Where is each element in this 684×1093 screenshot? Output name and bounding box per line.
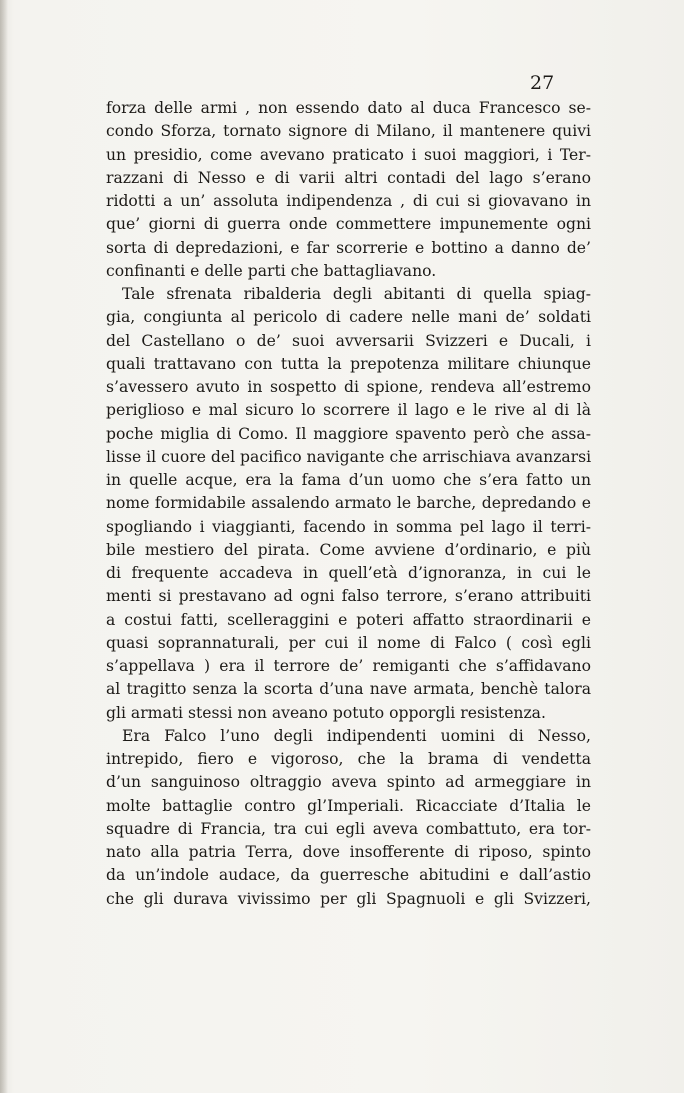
text-line: a costui fatti, scelleraggini e poteri affatto straordinarii e (106, 610, 591, 629)
text-line: confinanti e delle parti che battagliavano. (106, 261, 437, 280)
text-line: bile mestiero del pirata. Come avviene d’ordinario, e più (106, 540, 591, 559)
text-line: squadre di Francia, tra cui egli aveva combattuto, era tor- (106, 819, 591, 838)
text-line: lisse il cuore del pacifico navigante che arrischiava avanzarsi (106, 447, 591, 466)
page-number: 27 (530, 72, 555, 94)
page-binding-shadow (0, 0, 8, 1093)
text-line: da un’indole audace, da guerresche abitudini e dall’astio (106, 866, 591, 885)
text-line: s’appellava ) era il terrore de’ remiganti che s’affidavano (106, 657, 591, 675)
text-line: forza delle armi , non essendo dato al duca Francesco se- (106, 99, 591, 117)
text-line: al tragitto senza la scorta d’una nave armata, benchè talora (106, 680, 591, 699)
text-line: Era Falco l’uno degli indipendenti uomini di Nesso, (122, 726, 591, 745)
text-line: que’ giorni di guerra onde commettere impunemente ogni (106, 215, 591, 234)
text-line: sorta di depredazioni, e far scorrerie e bottino a danno de’ (106, 238, 591, 257)
text-line: periglioso e mal sicuro lo scorrere il lago e le rive al di là (106, 401, 591, 420)
text-line: poche miglia di Como. Il maggiore spavento però che assa- (106, 424, 591, 443)
text-line: gia, congiunta al pericolo di cadere nelle mani de’ soldati (106, 308, 591, 327)
text-line: di frequente accadeva in quell’età d’ignoranza, in cui le (106, 564, 591, 582)
text-line: spogliando i viaggianti, facendo in somma pel lago il terri- (106, 517, 591, 536)
text-line: che gli durava vivissimo per gli Spagnuoli e gli Svizzeri, (106, 889, 591, 908)
text-line: quali trattavano con tutta la prepotenza militare chiunque (106, 354, 591, 373)
text-line: Tale sfrenata ribalderia degli abitanti di quella spiag- (122, 285, 591, 303)
text-line: s’avessero avuto in sospetto di spione, rendeva all’estremo (106, 378, 591, 396)
text-line: nato alla patria Terra, dove insofferente di riposo, spinto (106, 843, 591, 861)
text-line: quasi soprannaturali, per cui il nome di Falco ( così egli (106, 633, 591, 652)
text-line: ridotti a un’ assoluta indipendenza , di cui si giovavano in (106, 192, 591, 210)
text-line: menti si prestavano ad ogni falso terrore, s’erano attribuiti (106, 587, 591, 606)
text-line: d’un sanguinoso oltraggio aveva spinto ad armeggiare in (106, 773, 591, 792)
text-line: gli armati stessi non aveano potuto opporgli resistenza. (106, 703, 546, 722)
text-line: in quelle acque, era la fama d’un uomo che s’era fatto un (106, 471, 591, 489)
text-line: nome formidabile assalendo armato le barche, depredando e (106, 494, 591, 513)
text-line: molte battaglie contro gl’Imperiali. Ricacciate d’Italia le (106, 796, 591, 815)
text-line: un presidio, come avevano praticato i suoi maggiori, i Ter- (106, 145, 591, 164)
text-line: intrepido, fiero e vigoroso, che la brama di vendetta (106, 750, 591, 768)
body-text (106, 97, 591, 911)
text-line: condo Sforza, tornato signore di Milano, il mantenere quivi (106, 122, 591, 141)
text-line: razzani di Nesso e di varii altri contadi del lago s’erano (106, 168, 591, 187)
text-line: del Castellano o de’ suoi avversarii Svizzeri e Ducali, i (106, 331, 591, 350)
